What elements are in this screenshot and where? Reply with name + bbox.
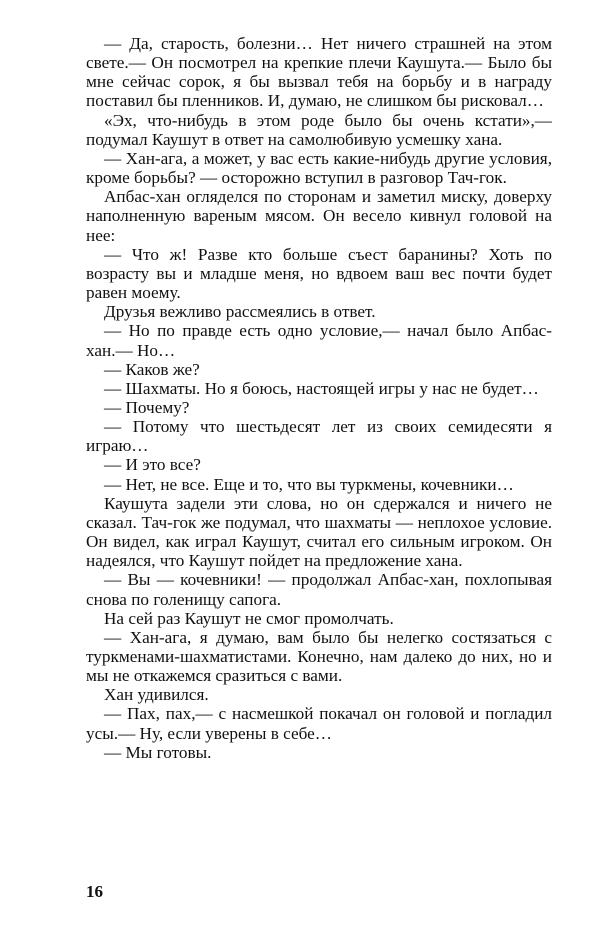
paragraph: — И это все?	[104, 455, 201, 475]
paragraph: — Но по правде есть одно условие,— начал было Апбас-хан.— Но…	[86, 321, 552, 360]
paragraph: — Хан-ага, а может, у вас есть какие-нибудь другие условия, кроме борьбы? — осторожно вступил в разговор Тач-гок.	[86, 148, 552, 188]
paragraph: Друзья вежливо рассмеялись в ответ.	[104, 302, 376, 322]
paragraph: Хан удивился.	[104, 685, 209, 705]
paragraph: — Вы — кочевники! — продолжал Апбас-хан, похлопывая снова по голенищу сапога.	[86, 570, 552, 609]
paragraph: — Мы готовы.	[104, 742, 212, 762]
paragraph: На сей раз Каушут не смог промолчать.	[104, 608, 394, 628]
paragraph: — Каков же?	[104, 359, 200, 379]
paragraph: «Эх, что-нибудь в этом роде было бы очень кстати»,— подумал Каушут в ответ на самолюбивую усмешку хана.	[86, 110, 552, 149]
paragraph: — Да, старость, болезни… Нет ничего страшней на этом свете.— Он посмотрел на крепкие плечи Каушута.— Было бы мне сейчас сорок, я бы вызвал тебя на борьбу и в награду поставил бы пленников. И, думаю, не слишком бы рисковал…	[86, 34, 552, 111]
paragraph: Апбас-хан огляделся по сторонам и заметил миску, доверху наполненную вареным мясом. Он весело кивнул головой на нее:	[86, 187, 552, 245]
paragraph: — Хан-ага, я думаю, вам было бы нелегко состязаться с туркменами-шахматистами. Конечно, нам далеко до них, но и мы не откажемся сразиться с вами.	[86, 627, 552, 686]
paragraph: — Что ж! Разве кто больше съест баранины? Хоть по возрасту вы и младше меня, но вдвоем ваш вес почти будет равен моему.	[86, 244, 552, 303]
paragraph: — Нет, не все. Еще и то, что вы туркмены, кочевники…	[104, 474, 514, 494]
paragraph: Каушута задели эти слова, но он сдержался и ничего не сказал. Тач-гок же подумал, что шахматы — неплохое условие. Он видел, как играл Каушут, считал его сильным игроком. Он надеялся, что Каушут пойдет на предложение хана.	[86, 493, 552, 571]
paragraph: — Почему?	[104, 397, 190, 417]
paragraph: — Потому что шестьдесят лет из своих семидесяти я играю…	[86, 417, 552, 456]
paragraph: — Пах, пах,— с насмешкой покачал он головой и погладил усы.— Ну, если уверены в себе…	[86, 704, 552, 743]
page-number: 16	[86, 882, 103, 901]
paragraph: — Шахматы. Но я боюсь, настоящей игры у нас не будет…	[104, 378, 539, 398]
page-body-text	[86, 34, 552, 762]
